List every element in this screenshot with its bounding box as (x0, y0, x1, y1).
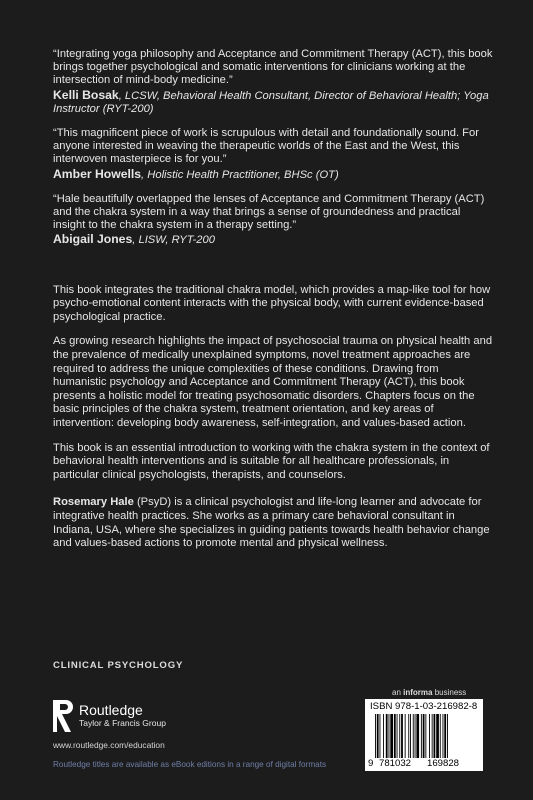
barcode-bar (375, 714, 376, 758)
informa-business-label (392, 688, 466, 697)
barcode-digit-group-1: 781032 (379, 758, 412, 769)
endorsement-3 (53, 193, 493, 248)
publisher-url[interactable]: www.routledge.com/education (53, 740, 165, 750)
barcode-bar (408, 714, 409, 758)
barcode-bar (397, 714, 398, 758)
barcode-bar (410, 714, 411, 758)
publisher-group: Taylor & Francis Group (79, 718, 166, 728)
barcode-bar (383, 714, 384, 758)
endorsement-attribution (53, 89, 493, 116)
description-paragraph-1: This book integrates the traditional chakra model, which provides a map-like tool for how psycho-emotional content interacts with the physical body, with current evidence-based psychological practice. (53, 283, 491, 323)
description-paragraph-2: As growing research highlights the impact of psychosocial trauma on physical health and the prevalence of medically unexplained symptoms, novel treatment approaches are required to address the unique complexities of these conditions. Drawing from humanistic psychology and Acceptance and Commitment Therapy (ACT), this book presents a holistic model for treating psychosomatic disorders. Chapters focus on the basic principles of the chakra system, treatment orientation, and key areas of intervention: developing body awareness, self-integration, and values-based action. (53, 335, 493, 429)
barcode-bar (423, 714, 425, 758)
description-paragraph-3: This book is an essential introduction to working with the chakra system in the context of behavioral health interventions and is suitable for all healthcare professionals, in particular clinical psychologists, therapists, and counselors. (53, 441, 490, 481)
barcode-bar (444, 714, 446, 758)
barcode-bar (389, 714, 390, 758)
barcode-bar (415, 714, 416, 758)
barcode-digit-group-2: 169828 (427, 758, 460, 769)
barcode-bar (413, 714, 414, 758)
barcode-bar (443, 714, 444, 758)
endorsement-attribution (53, 233, 493, 247)
author-bio (53, 496, 493, 550)
endorsement-2 (53, 127, 493, 182)
routledge-r-icon (53, 698, 75, 734)
endorser-name: Kelli Bosak (53, 87, 119, 102)
endorsement-quote: “Integrating yoga philosophy and Acceptance and Commitment Therapy (ACT), this book brings together psychological and somatic interventions for clinicians working at the intersection of mind-body medicine.” (53, 48, 493, 87)
author-bio-text: (PsyD) is a clinical psychologist and life-long learner and advocate for integrative health practices. She works as a primary care behavioral consultant in Indiana, USA, where she specializes in guiding patients towards health behavior change and values-based actions to promote mental and physical wellness. (53, 496, 490, 550)
endorsement-1 (53, 48, 493, 116)
informa-prefix: an (392, 688, 404, 697)
barcode-bar (436, 714, 439, 758)
isbn-barcode (365, 699, 483, 771)
publisher-name: Routledge (79, 702, 143, 718)
ebook-note: Routledge titles are available as eBook editions in a range of digital formats (53, 760, 327, 769)
endorsement-quote: “Hale beautifully overlapped the lenses of Acceptance and Commitment Therapy (ACT) and the chakra system in a way that brings a sense of groundedness and practical insight to the chakra system in a therapy setting.” (53, 192, 485, 232)
endorser-credentials: , LCSW, Behavioral Health Consultant, Director of Behavioral Health; Yoga Instructor (RYT-200) (53, 89, 489, 115)
book-description (53, 284, 493, 483)
barcode-bar (432, 714, 433, 758)
barcode-bar (386, 714, 388, 758)
endorsement-attribution (53, 168, 493, 182)
publisher-logo[interactable] (53, 698, 253, 734)
endorser-name: Amber Howells (53, 166, 142, 181)
informa-suffix: business (432, 688, 467, 697)
category-label: CLINICAL PSYCHOLOGY (53, 660, 184, 671)
endorser-credentials: , Holistic Health Practitioner, BHSc (OT) (141, 168, 339, 181)
barcode-bar (394, 714, 396, 758)
barcode-bar (416, 714, 419, 758)
barcode-bar (429, 714, 430, 758)
barcode-bar (380, 714, 381, 758)
barcode-bar (405, 714, 406, 758)
informa-brand: informa (403, 688, 433, 697)
endorsement-quote: “This magnificent piece of work is scrupulous with detail and foundationally sound. For anyone interested in weaving the therapeutic worlds of the East and the West, this interwoven masterpiece is for you.” (53, 127, 479, 166)
barcode-bars (375, 714, 475, 758)
back-cover-text (53, 48, 493, 551)
barcode-bar (399, 714, 400, 758)
barcode-bar (377, 714, 379, 758)
barcode-digit-first: 9 (368, 758, 374, 769)
barcode-bar (434, 714, 436, 758)
author-name: Rosemary Hale (53, 496, 134, 509)
barcode-bar (447, 714, 448, 758)
endorser-name: Abigail Jones (53, 232, 133, 247)
barcode-bar (390, 714, 393, 758)
barcode-bar (401, 714, 403, 758)
barcode-bar (440, 714, 441, 758)
barcode-bar (421, 714, 422, 758)
isbn-label: ISBN 978-1-03-216982-8 (370, 701, 478, 712)
barcode-bar (425, 714, 426, 758)
endorser-credentials: , LISW, RYT-200 (132, 234, 215, 247)
